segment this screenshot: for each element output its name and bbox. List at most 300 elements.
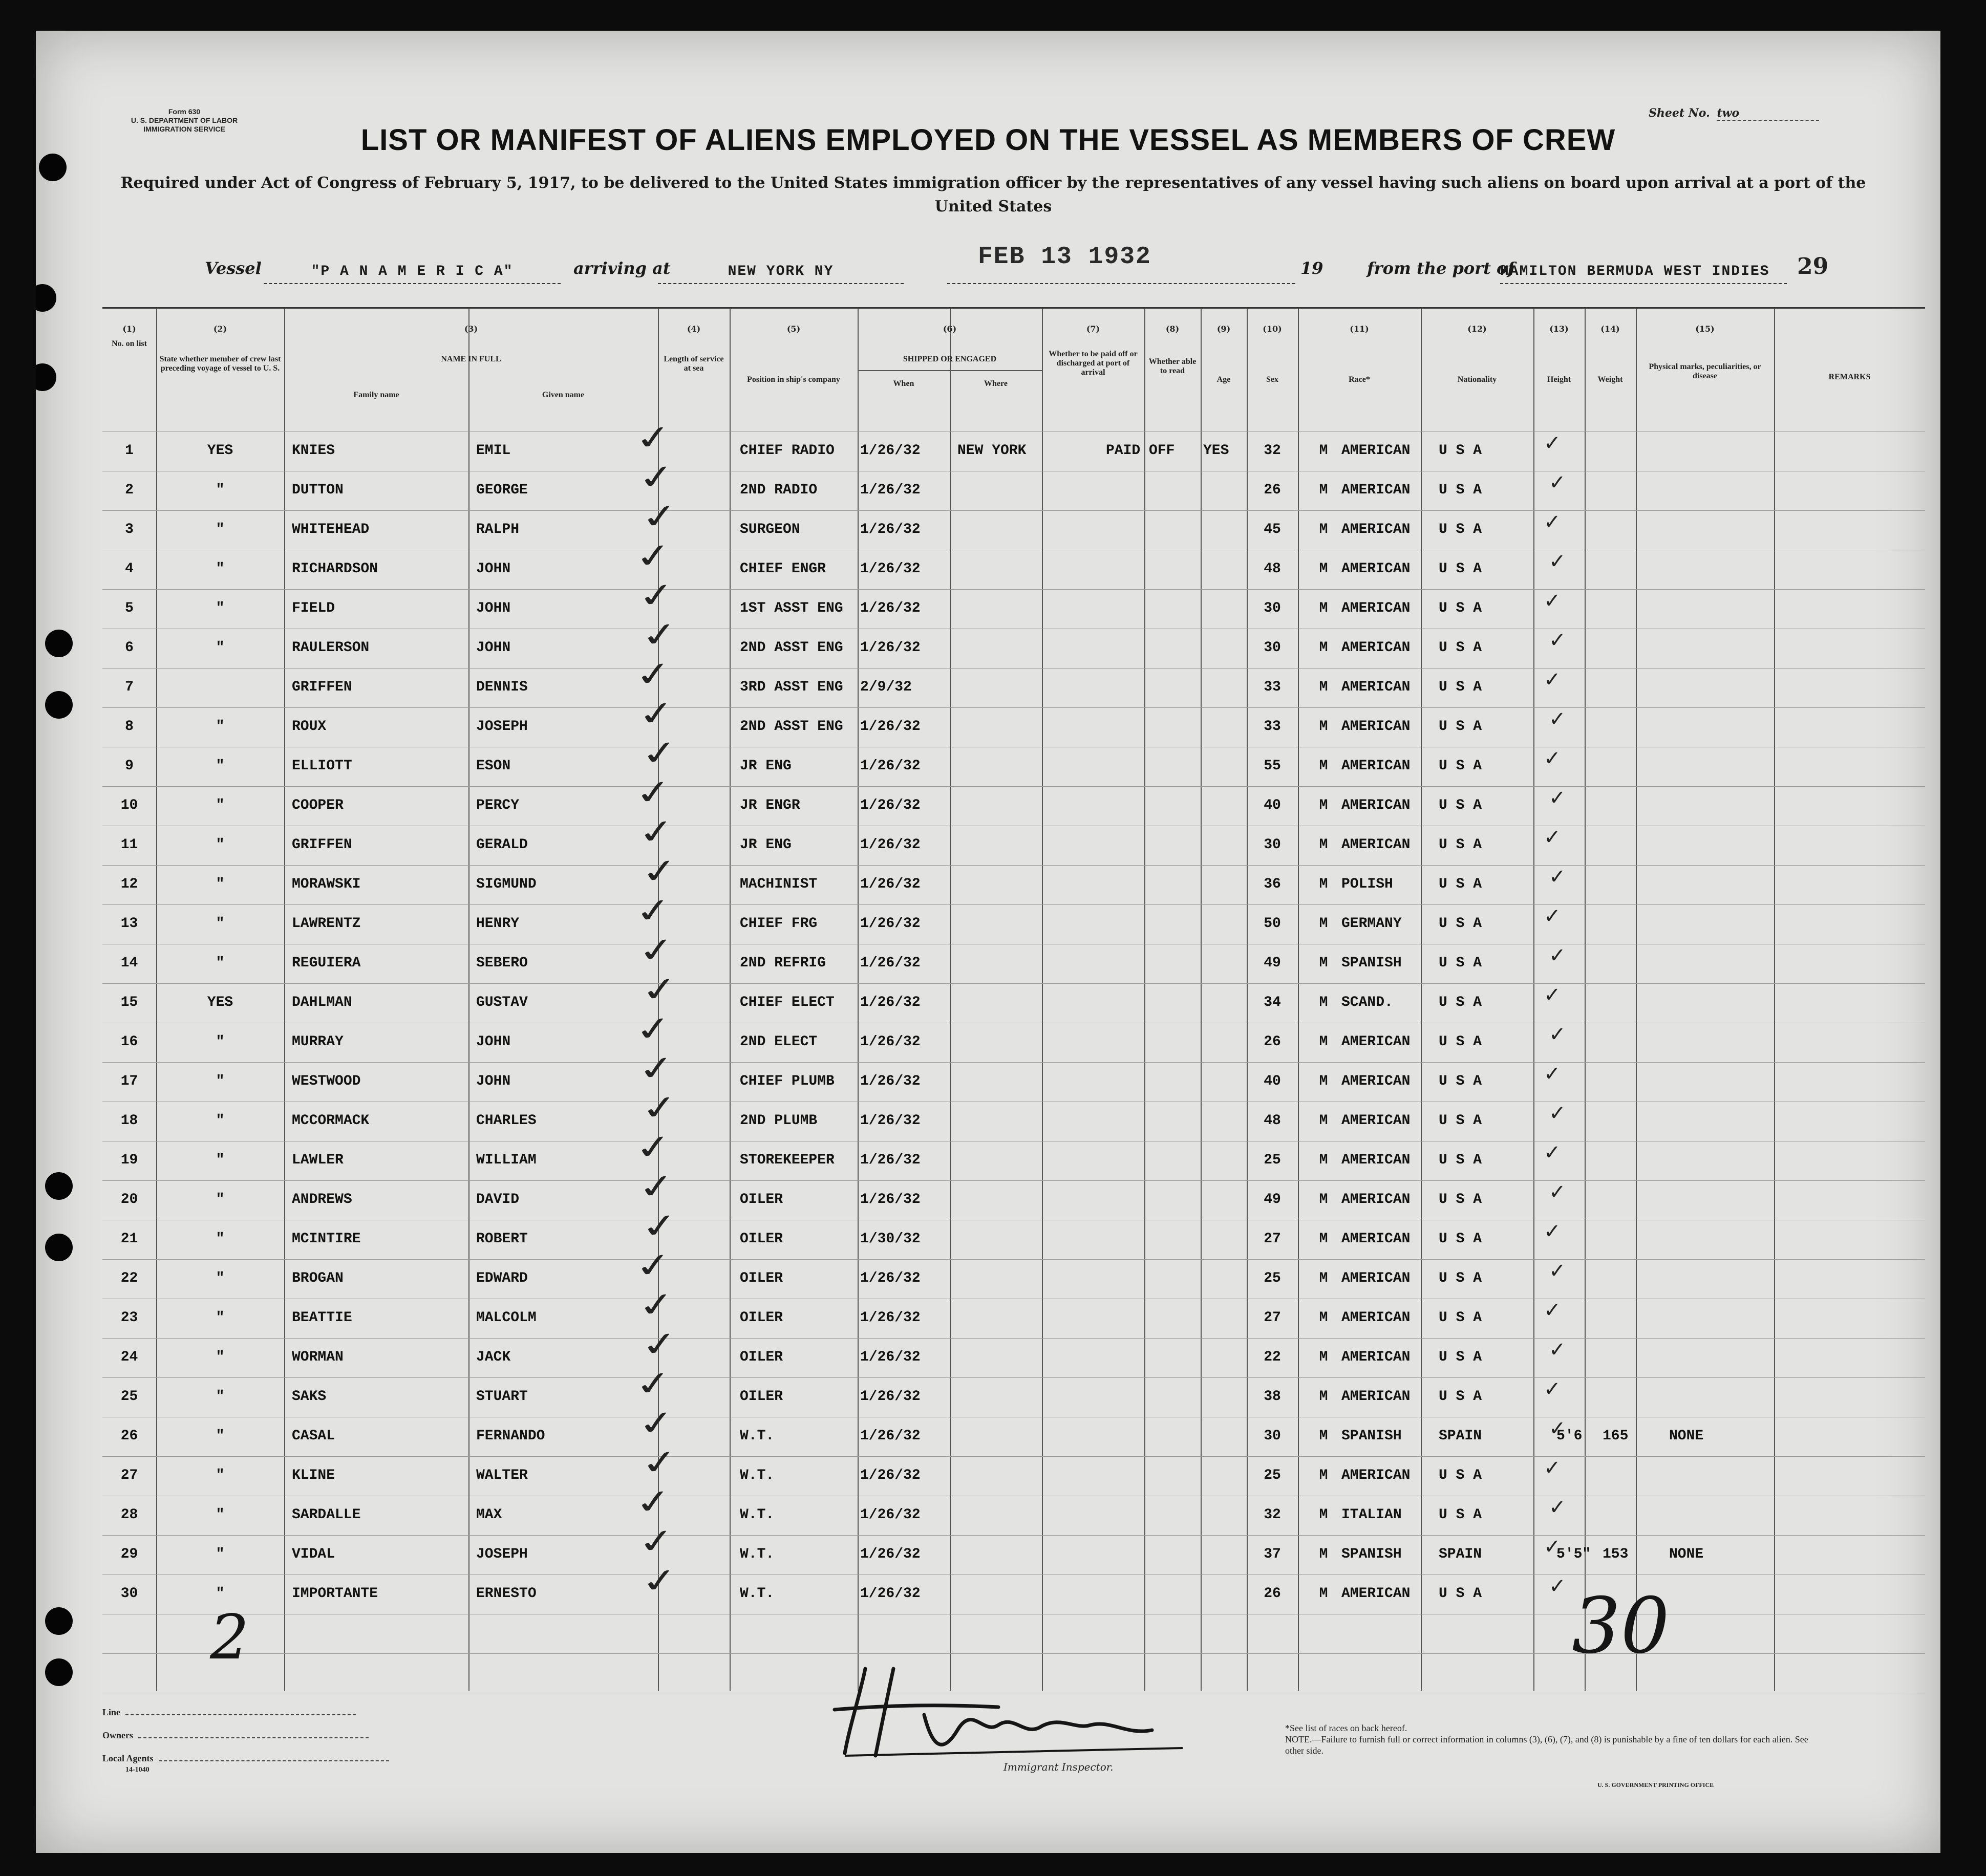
service-check-icon: ✓ [637,1442,682,1484]
cell-shipped-when: 1/26/32 [860,1507,921,1523]
verified-check-icon: ✓ [1549,1023,1566,1046]
cell-nationality: U S A [1439,1073,1482,1089]
cell-given-name: MAX [476,1507,502,1523]
cell-row-number: 2 [125,482,134,498]
verified-check-icon: ✓ [1544,432,1561,455]
cell-race: AMERICAN [1341,1586,1411,1602]
cell-age: 32 [1264,443,1281,459]
verified-check-icon: ✓ [1544,510,1561,534]
cell-row-number: 8 [125,719,134,735]
cell-nationality: U S A [1439,522,1482,537]
cell-given-name: JOHN [476,600,511,616]
cell-family-name: BROGAN [292,1270,344,1286]
cell-row-number: 9 [125,758,134,774]
cell-family-name: KNIES [292,443,335,459]
table-row [102,1205,1925,1259]
cell-age: 27 [1264,1310,1281,1326]
verified-check-icon: ✓ [1549,944,1566,967]
cell-given-name: FERNANDO [476,1428,545,1444]
punch-hole [39,154,67,181]
service-check-icon: ✓ [634,457,679,499]
cell-shipped-when: 1/26/32 [860,1586,921,1602]
verified-check-icon: ✓ [1544,983,1561,1007]
service-check-icon: ✓ [631,535,676,577]
cell-sex: M [1319,1113,1328,1129]
cell-race: AMERICAN [1341,443,1411,459]
cell-position: W.T. [740,1428,775,1444]
cell-row-number: 5 [125,600,134,616]
cell-family-name: VIDAL [292,1546,335,1562]
cell-sex: M [1319,600,1328,616]
form-number: Form 630 [168,107,201,116]
cell-sex: M [1319,640,1328,656]
col-header-read: Whether able to read [1148,357,1197,375]
cell-shipped-when: 1/26/32 [860,758,921,774]
cell-sex: M [1319,522,1328,537]
footer-owners [102,1730,369,1741]
cell-shipped-when: 1/26/32 [860,955,921,971]
col-number: (7) [1086,324,1100,334]
cell-nationality: U S A [1439,1310,1482,1326]
cell-position: STOREKEEPER [740,1152,835,1168]
cell-sex: M [1319,955,1328,971]
cell-family-name: SAKS [292,1389,327,1405]
cell-sex: M [1319,1192,1328,1207]
cell-nationality: U S A [1439,1389,1482,1405]
cell-previous-voyage: " [216,1231,225,1247]
cell-nationality: U S A [1439,876,1482,892]
service-check-icon: ✓ [637,1560,682,1602]
cell-physical-marks: NONE [1669,1428,1704,1444]
cell-given-name: GUSTAV [476,995,528,1010]
footer-line [102,1707,356,1718]
cell-previous-voyage: " [216,797,225,813]
service-name: IMMIGRATION SERVICE [143,125,225,133]
cell-race: AMERICAN [1341,1152,1411,1168]
cell-family-name: MCCORMACK [292,1113,370,1129]
service-check-icon: ✓ [631,1127,676,1169]
col-header-remarks: REMARKS [1828,373,1871,381]
cell-sex: M [1319,876,1328,892]
table-row [102,654,1925,707]
cell-given-name: WALTER [476,1468,528,1483]
cell-age: 36 [1264,876,1281,892]
col-header-nationality: Nationality [1457,375,1497,384]
sheet-number [1649,106,1843,121]
cell-family-name: DAHLMAN [292,995,352,1010]
table-row [102,417,1925,471]
cell-previous-voyage: " [216,561,225,577]
year-label: 19 [1300,258,1323,278]
cell-previous-voyage: " [216,1468,225,1483]
table-row [102,930,1925,983]
cell-shipped-when: 1/26/32 [860,482,921,498]
cell-row-number: 21 [120,1231,138,1247]
sheet-value: two [1717,106,1819,121]
cell-race: AMERICAN [1341,719,1411,735]
cell-race: AMERICAN [1341,1389,1411,1405]
cell-nationality: U S A [1439,837,1482,853]
cell-given-name: ROBERT [476,1231,528,1247]
line-label: Line [102,1707,121,1717]
cell-family-name: ELLIOTT [292,758,352,774]
vessel-name: "P A N A M E R I C A" [264,264,561,284]
table-row [102,811,1925,865]
shipped-divider [858,370,1042,371]
cell-row-number: 20 [120,1192,138,1207]
cell-race: AMERICAN [1341,1113,1411,1129]
cell-family-name: LAWRENTZ [292,916,361,932]
service-check-icon: ✓ [634,575,679,617]
cell-race: AMERICAN [1341,679,1411,695]
cell-position: OILER [740,1349,783,1365]
cell-race: AMERICAN [1341,1270,1411,1286]
cell-previous-voyage: " [216,600,225,616]
cell-given-name: MALCOLM [476,1310,537,1326]
verified-check-icon: ✓ [1544,1220,1561,1243]
table-row [102,1245,1925,1299]
table-row [102,496,1925,550]
table-row [102,890,1925,944]
cell-race: AMERICAN [1341,758,1411,774]
cell-family-name: REGUIERA [292,955,361,971]
cell-age: 38 [1264,1389,1281,1405]
service-check-icon: ✓ [637,969,682,1011]
cell-race: SPANISH [1341,955,1402,971]
cell-age: 55 [1264,758,1281,774]
page-title: LIST OR MANIFEST OF ALIENS EMPLOYED ON THE VESSEL AS MEMBERS OF CREW [360,123,1616,157]
cell-nationality: U S A [1439,1034,1482,1050]
verified-check-icon: ✓ [1549,1180,1566,1204]
cell-age: 33 [1264,679,1281,695]
date-stamp: FEB 13 1932 [978,243,1151,271]
cell-given-name: GERALD [476,837,528,853]
cell-row-number: 22 [120,1270,138,1286]
cell-given-name: JOHN [476,561,511,577]
service-check-icon: ✓ [631,1245,676,1287]
cell-sex: M [1319,916,1328,932]
service-check-icon: ✓ [631,890,676,932]
cell-position: CHIEF ENGR [740,561,826,577]
cell-given-name: HENRY [476,916,520,932]
footer-agents [102,1753,389,1764]
cell-given-name: PERCY [476,797,520,813]
cell-previous-voyage: " [216,719,225,735]
cell-position: CHIEF RADIO [740,443,835,459]
cell-position: W.T. [740,1507,775,1523]
sheet-label: Sheet No. [1649,106,1710,120]
cell-row-number: 1 [125,443,134,459]
cell-nationality: U S A [1439,640,1482,656]
cell-nationality: U S A [1439,719,1482,735]
verified-check-icon: ✓ [1549,550,1566,573]
cell-position: CHIEF ELECT [740,995,835,1010]
cell-previous-voyage: " [216,640,225,656]
col-number: (8) [1165,324,1180,334]
cell-row-number: 4 [125,561,134,577]
cell-sex: M [1319,1468,1328,1483]
service-check-icon: ✓ [637,496,682,538]
cell-shipped-when: 1/26/32 [860,1546,921,1562]
punch-hole [45,630,73,657]
col-subheader-when: When [893,379,914,388]
cell-previous-voyage: " [216,1034,225,1050]
verified-check-icon: ✓ [1549,786,1566,810]
cell-previous-voyage: " [216,1192,225,1207]
cell-nationality: U S A [1439,679,1482,695]
cell-shipped-when: 1/26/32 [860,719,921,735]
cell-shipped-when: 1/26/32 [860,561,921,577]
cell-age: 33 [1264,719,1281,735]
verified-check-icon: ✓ [1549,1338,1566,1362]
cell-previous-voyage: " [216,955,225,971]
cell-race: SPANISH [1341,1546,1402,1562]
col-number: (2) [213,324,227,334]
cell-previous-voyage: " [216,837,225,853]
cell-sex: M [1319,1586,1328,1602]
cell-age: 30 [1264,600,1281,616]
cell-position: 2ND REFRIG [740,955,826,971]
verified-check-icon: ✓ [1544,826,1561,849]
col-header-weight: Weight [1597,375,1623,384]
cell-able-to-read: YES [1203,443,1229,459]
col-header-position: Position in ship's company [747,375,840,384]
cell-position: OILER [740,1192,783,1207]
cell-family-name: ROUX [292,719,327,735]
cell-shipped-when: 1/26/32 [860,837,921,853]
cell-position: W.T. [740,1468,775,1483]
col-number: (13) [1549,324,1569,334]
cell-family-name: KLINE [292,1468,335,1483]
cell-age: 34 [1264,995,1281,1010]
verified-check-icon: ✓ [1544,904,1561,928]
cell-age: 50 [1264,916,1281,932]
cell-row-number: 7 [125,679,134,695]
cell-given-name: DAVID [476,1192,520,1207]
cell-previous-voyage: " [216,1073,225,1089]
table-row [102,1481,1925,1535]
handwritten-mark: 2 [210,1602,249,1673]
verified-check-icon: ✓ [1549,629,1566,652]
cell-sex: M [1319,1349,1328,1365]
service-check-icon: ✓ [637,732,682,774]
cell-position: MACHINIST [740,876,818,892]
cell-nationality: U S A [1439,1507,1482,1523]
cell-shipped-when: 1/26/32 [860,916,921,932]
cell-shipped-when: 1/26/32 [860,600,921,616]
cell-family-name: FIELD [292,600,335,616]
cell-row-number: 3 [125,522,134,537]
cell-age: 37 [1264,1546,1281,1562]
col-number: (4) [687,324,701,334]
verified-check-icon: ✓ [1549,865,1566,889]
col-number: (12) [1467,324,1487,334]
cell-shipped-when: 1/26/32 [860,1428,921,1444]
cell-given-name: SIGMUND [476,876,537,892]
cell-position: W.T. [740,1586,775,1602]
verified-check-icon: ✓ [1549,707,1566,731]
manifest-page [36,31,1940,1853]
table-row [102,1087,1925,1141]
cell-row-number: 16 [120,1034,138,1050]
cell-given-name: JOSEPH [476,1546,528,1562]
verified-check-icon: ✓ [1549,1417,1566,1440]
verified-check-icon: ✓ [1544,747,1561,770]
cell-age: 30 [1264,837,1281,853]
service-check-icon: ✓ [634,1521,679,1563]
verified-check-icon: ✓ [1549,1259,1566,1283]
cell-race: AMERICAN [1341,1468,1411,1483]
cell-previous-voyage: " [216,522,225,537]
verified-check-icon: ✓ [1544,668,1561,692]
cell-position: 2ND ASST ENG [740,640,843,656]
col-number: (14) [1600,324,1620,334]
cell-previous-voyage: " [216,1310,225,1326]
verified-check-icon: ✓ [1549,471,1566,494]
col-number: (3) [464,324,478,334]
cell-family-name: RICHARDSON [292,561,378,577]
cell-height: 5'5" [1556,1546,1591,1562]
cell-given-name: JOHN [476,640,511,656]
service-check-icon: ✓ [631,1481,676,1523]
cell-previous-voyage: " [216,758,225,774]
cell-sex: M [1319,797,1328,813]
service-check-icon: ✓ [637,1087,682,1129]
cell-sex: M [1319,1231,1328,1247]
cell-nationality: U S A [1439,1468,1482,1483]
cell-previous-voyage: " [216,1349,225,1365]
cell-previous-voyage: " [216,1113,225,1129]
col-header-race: Race* [1349,375,1370,384]
cell-shipped-when: 1/26/32 [860,995,921,1010]
cell-family-name: WESTWOOD [292,1073,361,1089]
table-row [102,1363,1925,1417]
cell-given-name: EDWARD [476,1270,528,1286]
col-header-age: Age [1216,375,1231,384]
cell-previous-voyage: " [216,1546,225,1562]
manifest-table [102,307,1925,1691]
cell-nationality: U S A [1439,443,1482,459]
cell-given-name: ESON [476,758,511,774]
page-subtitle: Required under Act of Congress of February 5, 1917, to be delivered to the United States immigration officer by the representatives of any vessel having such aliens on board upon arrival at a port of the United States [120,174,1866,215]
cell-paid-off: PAID OFF [1106,443,1175,459]
line-blank [125,1714,356,1715]
col-subheader-where: Where [984,379,1008,388]
cell-family-name: WHITEHEAD [292,522,370,537]
cell-nationality: U S A [1439,482,1482,498]
cell-shipped-when: 1/26/32 [860,1468,921,1483]
cell-race: AMERICAN [1341,522,1411,537]
cell-nationality: SPAIN [1439,1546,1482,1562]
col-number: (10) [1263,324,1282,334]
cell-shipped-when: 1/26/32 [860,640,921,656]
cell-given-name: JOHN [476,1073,511,1089]
cell-row-number: 24 [120,1349,138,1365]
table-row [102,1166,1925,1220]
cell-previous-voyage: YES [207,995,233,1010]
table-row [102,1008,1925,1062]
cell-nationality: U S A [1439,797,1482,813]
col-header-height: Height [1547,375,1571,384]
cell-row-number: 25 [120,1389,138,1405]
cell-row-number: 15 [120,995,138,1010]
cell-row-number: 13 [120,916,138,932]
cell-family-name: COOPER [292,797,344,813]
service-check-icon: ✓ [631,654,676,696]
cell-row-number: 6 [125,640,134,656]
cell-family-name: MURRAY [292,1034,344,1050]
cell-shipped-when: 1/26/32 [860,876,921,892]
cell-weight: 165 [1603,1428,1629,1444]
cell-nationality: U S A [1439,600,1482,616]
cell-race: AMERICAN [1341,1310,1411,1326]
cell-race: AMERICAN [1341,482,1411,498]
cell-shipped-when: 1/26/32 [860,1152,921,1168]
cell-row-number: 11 [120,837,138,853]
cell-given-name: SEBERO [476,955,528,971]
col-number: (1) [122,324,136,334]
cell-position: 1ST ASST ENG [740,600,843,616]
service-check-icon: ✓ [634,930,679,972]
table-row [102,1442,1925,1496]
cell-race: AMERICAN [1341,837,1411,853]
cell-position: OILER [740,1310,783,1326]
cell-weight: 153 [1603,1546,1629,1562]
from-port: HAMILTON BERMUDA WEST INDIES [1500,264,1787,284]
cell-shipped-when: 1/30/32 [860,1231,921,1247]
service-check-icon: ✓ [634,693,679,735]
col-number: (9) [1216,324,1231,334]
cell-position: 2ND PLUMB [740,1113,818,1129]
cell-nationality: U S A [1439,1113,1482,1129]
cell-row-number: 29 [120,1546,138,1562]
cell-shipped-when: 2/9/32 [860,679,912,695]
department-name: U. S. DEPARTMENT OF LABOR [131,116,238,124]
service-check-icon: ✓ [637,1205,682,1247]
verified-check-icon: ✓ [1544,1535,1561,1559]
cell-family-name: MCINTIRE [292,1231,361,1247]
cell-nationality: U S A [1439,1349,1482,1365]
service-check-icon: ✓ [631,1363,676,1405]
cell-previous-voyage: " [216,1428,225,1444]
service-check-icon: ✓ [631,772,676,814]
cell-sex: M [1319,1270,1328,1286]
cell-race: AMERICAN [1341,1349,1411,1365]
col-header-name: NAME IN FULL [441,355,501,363]
owners-blank [138,1737,369,1738]
cell-sex: M [1319,837,1328,853]
cell-given-name: JOSEPH [476,719,528,735]
cell-race: AMERICAN [1341,600,1411,616]
cell-position: OILER [740,1270,783,1286]
cell-nationality: U S A [1439,1270,1482,1286]
service-check-icon: ✓ [631,1008,676,1050]
cell-race: AMERICAN [1341,1073,1411,1089]
verified-check-icon: ✓ [1544,1377,1561,1401]
cell-race: POLISH [1341,876,1393,892]
cell-age: 22 [1264,1349,1281,1365]
punch-hole [45,1234,73,1261]
cell-race: AMERICAN [1341,561,1411,577]
table-row [102,772,1925,826]
agents-blank [159,1760,389,1761]
table-row [102,1521,1925,1575]
cell-height: 5'6 [1556,1428,1583,1444]
cell-nationality: U S A [1439,1231,1482,1247]
cell-family-name: CASAL [292,1428,335,1444]
from-port-label: from the port of [1367,258,1515,278]
cell-shipped-when: 1/26/32 [860,1270,921,1286]
